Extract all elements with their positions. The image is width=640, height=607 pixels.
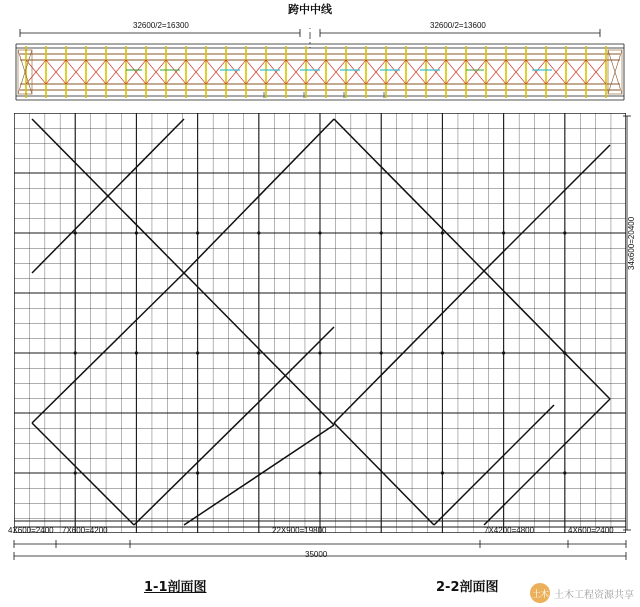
right-dim-label: 34x600=20400 bbox=[627, 216, 636, 270]
watermark bbox=[530, 583, 634, 603]
section-title-left: 1-1剖面图 bbox=[144, 580, 207, 595]
section-title-right: 2-2剖面图 bbox=[436, 580, 499, 595]
top-dim-right-label: 32600/2=13600 bbox=[430, 21, 486, 30]
bottom-total-label: 35000 bbox=[305, 550, 328, 559]
top-dim-left-label: 32600/2=16300 bbox=[133, 21, 189, 30]
center-line-label: 跨中中线 bbox=[288, 3, 332, 16]
bottom-dim-3: 22X900=19800 bbox=[272, 526, 327, 535]
watermark-badge: 土木 bbox=[530, 583, 550, 603]
watermark-text: 土木工程资源共享 bbox=[554, 589, 634, 601]
bottom-dim-2: 7X600=4200 bbox=[62, 526, 108, 535]
scaffold-grid-view bbox=[14, 113, 626, 533]
bottom-dim-5: 4X600=2400 bbox=[568, 526, 614, 535]
bottom-dim-1: 4X600=2400 bbox=[8, 526, 54, 535]
truss-elevation-view bbox=[14, 36, 626, 110]
bottom-dim-4: 7X4200=4800 bbox=[484, 526, 535, 535]
